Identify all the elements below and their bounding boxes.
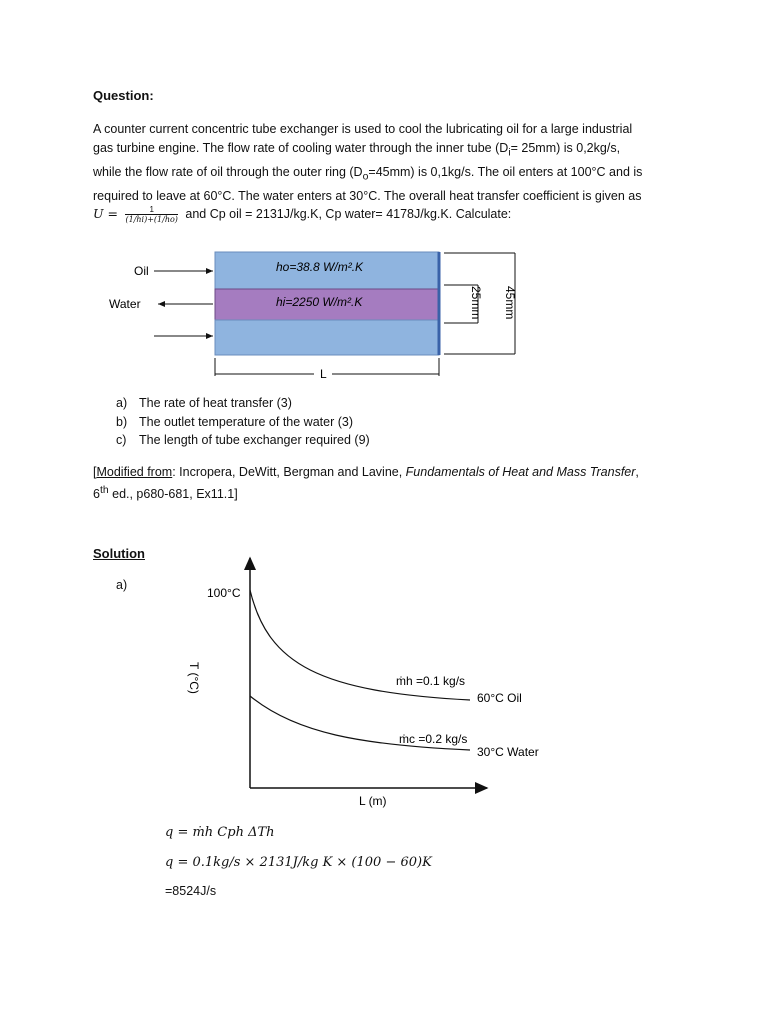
heat-rate-result: =8524J/s [165, 884, 217, 898]
inner-dim-label: 25mm [469, 286, 483, 320]
source-prefix: Modified from [96, 465, 173, 479]
temperature-chart [187, 550, 570, 815]
question-heading: Question: [93, 88, 154, 103]
problem-line-2: gas turbine engine. The flow rate of cooling water through the inner tube $(D_i= 25mm)$ is 0,2kg/s, [93, 140, 621, 158]
problem-line-3: while the flow rate of oil through the outer ring $(D_o=45mm)$ is 0,1kg/s. The oil enters at 100°C and is [93, 164, 643, 182]
outer-dim-label: 45mm [503, 286, 517, 320]
y-tick-100: 100°C [207, 586, 241, 600]
part-a-label: a) [116, 578, 128, 592]
problem-line-1: A counter current concentric tube exchanger is used to cool the lubricating oil for a large industrial [93, 122, 633, 136]
source-reference: [Modified from: Incropera, DeWitt, Bergman and Lavine, Fundamentals of Heat and Mass Transfer, 6th ed., p680-681, Ex11.1] [93, 465, 639, 501]
problem-line-5: U = $\frac{1}{(1/hi)+(1/ho)}$ and Cp oil = 2131J/kg.K, Cp water= 4178J/kg.K. Calculate: [93, 205, 512, 225]
oil-label: Oil [134, 264, 149, 278]
exchanger-diagram [100, 245, 530, 385]
oil-flow-label: ṁh =0.1 kg/s [396, 674, 466, 688]
heat-rate-substitution: q = 0.1kg/s × 2131J/kg K × (100 − 60)K [165, 855, 432, 870]
ho-label: ho=38.8 W/m².K [276, 260, 364, 274]
y-axis-label: T (°C) [187, 662, 201, 694]
length-label: L [320, 367, 327, 381]
problem-statement [93, 120, 673, 224]
hi-label: hi=2250 W/m².K [276, 295, 363, 309]
book-title: Fundamentals of Heat and Mass Transfer [405, 465, 636, 479]
oil-end-label: 60°C Oil [477, 691, 522, 705]
problem-line-4: required to leave at 60°C. The water enters at 30°C. The overall heat transfer coefficient is given as [93, 188, 642, 203]
x-axis-label: L (m) [359, 794, 387, 808]
question-list [116, 394, 370, 450]
heat-rate-equation: q = ṁh Cph ΔTh [165, 825, 275, 840]
u-formula-fraction: $\frac{1}{(1/hi)+(1/ho)}$ [125, 205, 178, 225]
water-end-label: 30°C Water [477, 745, 539, 759]
outer-annulus-bottom [215, 320, 439, 355]
water-label: Water [109, 297, 141, 311]
solution-heading: Solution [93, 546, 145, 561]
water-flow-label: ṁc =0.2 kg/s [399, 732, 468, 746]
question-item-c: c) The length of tube exchanger required (9) [116, 433, 370, 447]
u-formula-lhs: U = [93, 206, 118, 221]
question-item-b: b) The outlet temperature of the water (3) [116, 414, 353, 429]
question-item-a: a) The rate of heat transfer (3) [116, 396, 292, 410]
